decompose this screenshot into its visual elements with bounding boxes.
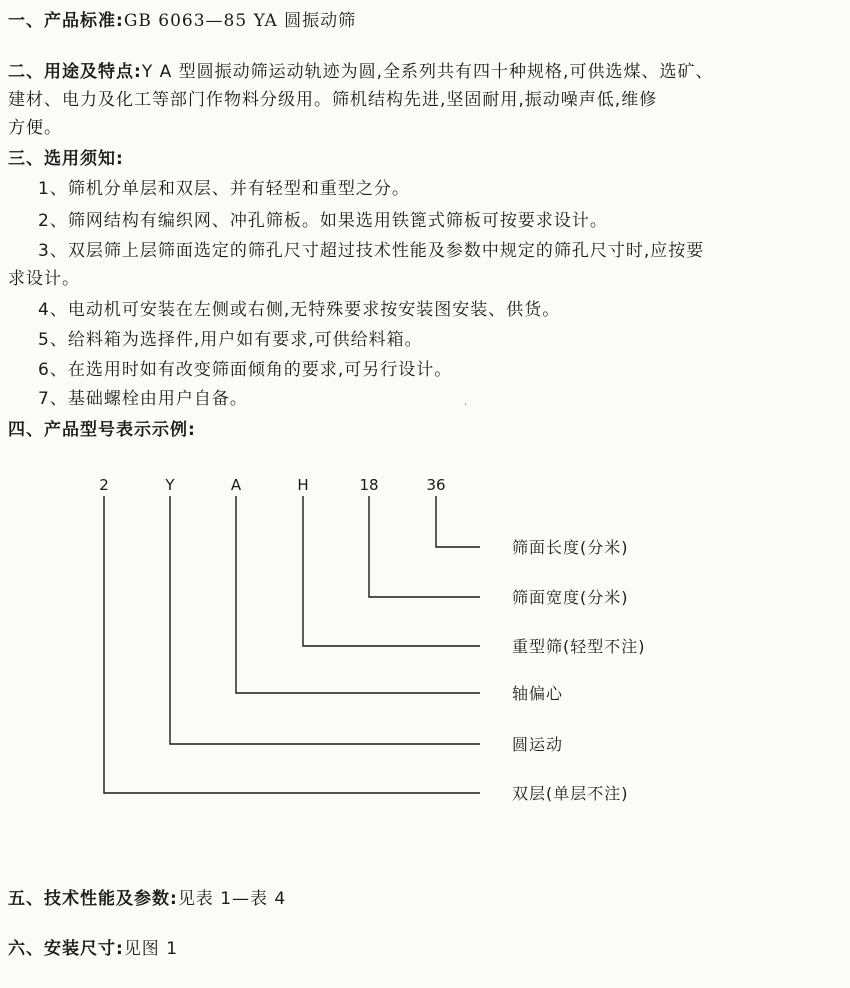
section-5	[8, 886, 286, 912]
section-3-label: 三、选用须知:	[8, 149, 124, 169]
section-1	[8, 8, 356, 34]
label-heavy: 重型筛(轻型不注)	[512, 637, 646, 656]
label-width: 筛面宽度(分米)	[512, 588, 629, 607]
leader-line-circular	[170, 496, 480, 744]
section-1-value: GB 6063—85 YA 圆振动筛	[123, 11, 357, 31]
leader-line-eccentric	[236, 496, 480, 693]
section-5-label: 五、技术性能及参数:	[8, 889, 178, 909]
section-6-label: 六、安装尺寸:	[8, 939, 124, 959]
code-letter-y: Y	[165, 476, 175, 494]
section-2-line-3: 方便。	[8, 118, 62, 138]
note-1: 1、筛机分单层和双层、并有轻型和重型之分。	[38, 179, 410, 199]
section-2-text-1: Y A 型圆振动筛运动轨迹为圆,全系列共有四十种规格,可供选煤、选矿、	[141, 62, 714, 82]
code-letter-a: A	[230, 476, 242, 494]
code-length: 36	[426, 476, 446, 494]
note-5: 5、给料箱为选择件,用户如有要求,可供给料箱。	[38, 330, 423, 350]
label-eccentric: 轴偏心	[512, 684, 564, 703]
note-2: 2、筛网结构有编织网、冲孔筛板。如果选用铁篦式筛板可按要求设计。	[38, 211, 608, 231]
section-1-label: 一、产品标准:	[8, 11, 124, 31]
section-6-value: 见图 1	[123, 939, 179, 959]
section-2-line-1	[8, 59, 828, 85]
section-6	[8, 936, 178, 962]
section-2-label: 二、用途及特点:	[8, 62, 142, 82]
speck: ·	[464, 400, 468, 411]
leader-line-heavy	[303, 496, 480, 646]
note-7: 7、基础螺栓由用户自备。	[38, 389, 248, 409]
note-3: 3、双层筛上层筛面选定的筛孔尺寸超过技术性能及参数中规定的筛孔尺寸时,应按要	[38, 241, 705, 261]
section-4-label: 四、产品型号表示示例:	[8, 420, 196, 440]
label-circular: 圆运动	[512, 735, 564, 754]
code-letter-double: 2	[99, 476, 109, 494]
section-5-value: 见表 1—表 4	[177, 889, 287, 909]
leader-line-double	[104, 496, 480, 793]
label-double: 双层(单层不注)	[512, 784, 629, 803]
note-3-cont: 求设计。	[8, 269, 80, 289]
section-2-line-2: 建材、电力及化工等部门作物料分级用。筛机结构先进,坚固耐用,振动噪声低,维修	[8, 90, 658, 110]
model-code-diagram	[0, 460, 850, 820]
note-6: 6、在选用时如有改变筛面倾角的要求,可另行设计。	[38, 360, 453, 380]
label-length: 筛面长度(分米)	[512, 538, 629, 557]
code-width: 18	[359, 476, 379, 494]
note-4: 4、电动机可安装在左侧或右侧,无特殊要求按安装图安装、供货。	[38, 300, 561, 320]
code-letter-h: H	[297, 476, 309, 494]
leader-line-length	[436, 496, 480, 547]
